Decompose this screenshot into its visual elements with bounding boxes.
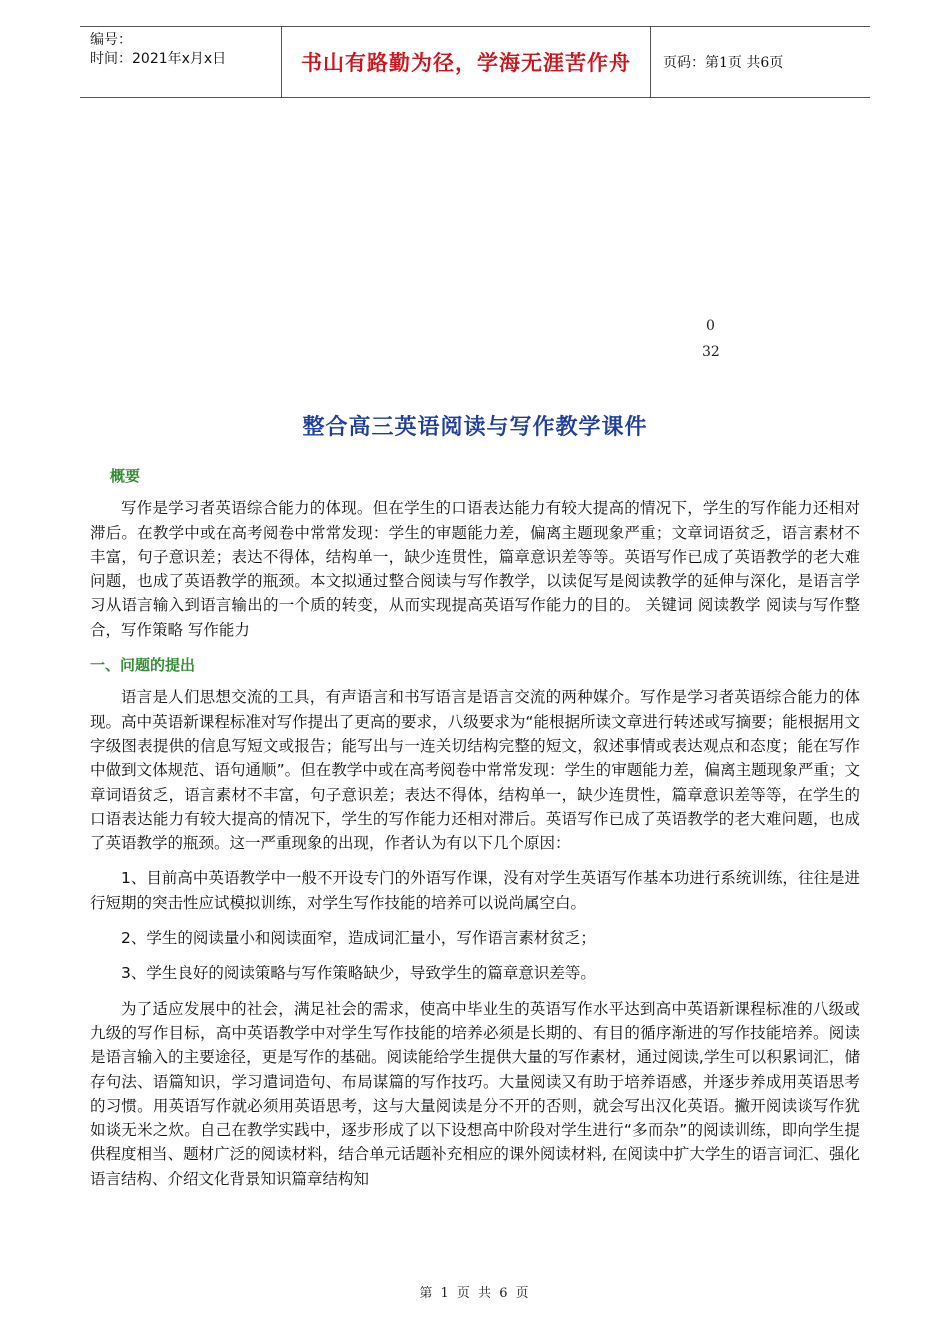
section-1-heading: 一、问题的提出 — [90, 656, 196, 675]
document-number-label: 编号： — [90, 32, 132, 48]
stray-mark-1: 0 — [706, 318, 715, 334]
reason-item-1: 1、目前高中英语教学中一般不开设专门的外语写作课，没有对学生英语写作基本功进行系统训练，往往是进行短期的突击性应试模拟训练，对学生写作技能的培养可以说尚属空白。 — [90, 869, 860, 912]
abstract-paragraph: 写作是学习者英语综合能力的体现。但在学生的口语表达能力有较大提高的情况下，学生的写作能力还相对滞后。在教学中或在高考阅卷中常常发现：学生的审题能力差，偏离主题现象严重；文章词语贫乏，语言素材不丰富，句子意识差；表达不得体，结构单一，缺少连贯性，篇章意识差等等。英语写作已成了英语教学的老大难问题，也成了英语教学的瓶颈。本文拟通过整合阅读与写作教学，以读促写是阅读教学的延伸与深化，是语言学习从语言输入到语言输出的一个质的转变，从而实现提高英语写作能力的目的。 关键词 阅读教学 阅读与写作整合，写作策略 写作能力 — [90, 499, 860, 639]
reason-item-3: 3、学生良好的阅读策略与写作策略缺少，导致学生的篇章意识差等。 — [121, 964, 596, 983]
document-time-label: 时间：2021年x月x日 — [90, 51, 227, 67]
abstract-heading: 概要 — [110, 467, 141, 485]
section-1-paragraph-1: 语言是人们思想交流的工具，有声语言和书写语言是语言交流的两种媒介。写作是学习者英语综合能力的体现。高中英语新课程标准对写作提出了更高的要求，八级要求为“能根据所读文章进行转述或写摘要；能根据用文字级图表提供的信息写短文或报告；能写出与一连关切结构完整的短文，叙述事情或表达观点和态度；能在写作中做到文体规范、语句通顺”。但在教学中或在高考阅卷中常常发现：学生的审题能力差，偏离主题现象严重；文章词语贫乏，语言素材不丰富，句子意识差；表达不得体，结构单一，缺少连贯性，篇章意识差等等，在学生的口语表达能力有较大提高的情况下，学生的写作能力还相对滞后。英语写作已成了英语教学的老大难问题，也成了英语教学的瓶颈。这一严重现象的出现，作者认为有以下几个原因： — [90, 688, 860, 853]
stray-mark-2: 32 — [702, 344, 720, 360]
page-footer: 第 1 页 共 6 页 — [419, 1286, 531, 1301]
header-meta — [80, 27, 282, 97]
document-title: 整合高三英语阅读与写作教学课件 — [302, 415, 648, 440]
header-motto: 书山有路勤为径，学海无涯苦作舟 — [282, 27, 651, 97]
reason-item-2: 2、学生的阅读量小和阅读面窄，造成词汇量小，写作语言素材贫乏； — [121, 929, 596, 948]
document-body — [90, 464, 860, 1191]
page-header — [80, 26, 870, 98]
header-page-info: 页码：第1页 共6页 — [663, 55, 784, 71]
section-1-paragraph-2: 为了适应发展中的社会，满足社会的需求，使高中毕业生的英语写作水平达到高中英语新课程标准的八级或九级的写作目标，高中英语教学中对学生写作技能的培养必须是长期的、有目的循序渐进的写作技能培养。阅读是语言输入的主要途径，更是写作的基础。阅读能给学生提供大量的写作素材，通过阅读,学生可以积累词汇，储存句法、语篇知识，学习遣词造句、布局谋篇的写作技巧。大量阅读又有助于培养语感，并逐步养成用英语思考的习惯。用英语写作就必须用英语思考，这与大量阅读是分不开的否则，就会写出汉化英语。撇开阅读谈写作犹如谈无米之炊。自己在教学实践中，逐步形成了以下设想高中阶段对学生进行“多而杂”的阅读训练，即向学生提供程度相当、题材广泛的阅读材料，结合单元话题补充相应的课外阅读材料, 在阅读中扩大学生的语言词汇、强化语言结构、介绍文化背景知识篇章结构知 — [90, 999, 860, 1188]
